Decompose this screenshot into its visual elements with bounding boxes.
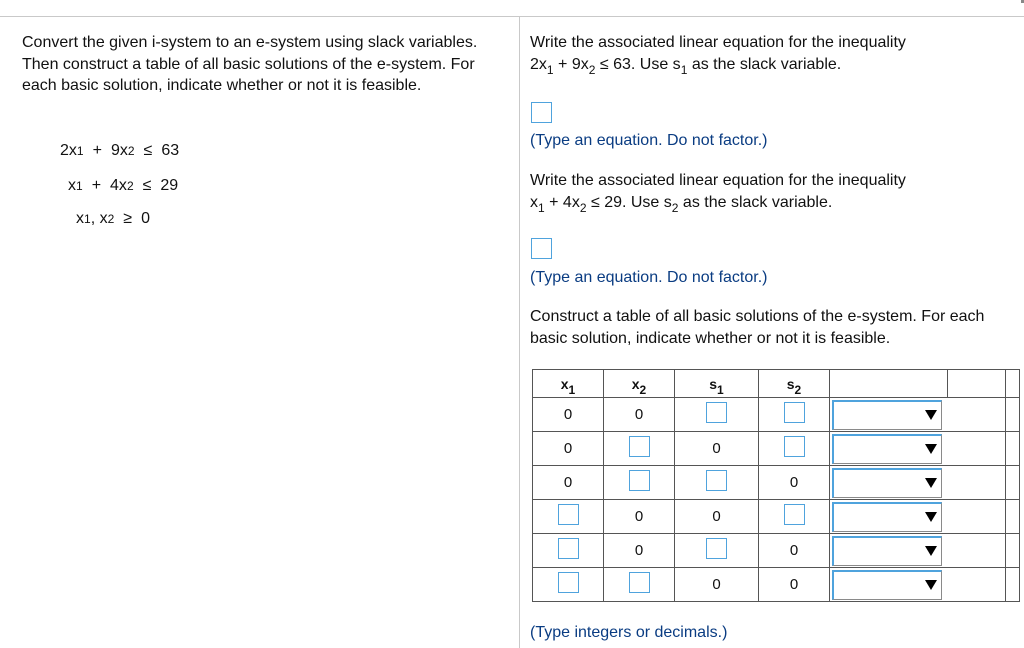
equation-2-input[interactable] (531, 238, 552, 264)
question-3: Construct a table of all basic solutions of the e-system. For each basic solution, indicate whether or not it is feasible. (530, 308, 985, 347)
table-row (533, 568, 1020, 602)
cell-s2: 0 (759, 466, 830, 500)
blank-cell (1006, 568, 1020, 602)
answer-input-x1[interactable] (558, 538, 579, 559)
nonnegativity-constraint: x 1 , x 2 ≥ 0 (76, 210, 150, 227)
table-row (533, 432, 1020, 466)
blank-cell (1006, 432, 1020, 466)
answer-input-x2[interactable] (629, 470, 650, 491)
answer-input-s1[interactable] (706, 538, 727, 559)
question-2: Write the associated linear equation for the inequality $x_1 + 4x_2 \le 29$. Use $s_2$ as the slack variable. (530, 172, 906, 215)
table-row (533, 500, 1020, 534)
answer-input-s2[interactable] (784, 436, 805, 457)
dropdown-arrow-icon[interactable] (925, 546, 937, 556)
cell-s2: 0 (759, 534, 830, 568)
hint-3: (Type integers or decimals.) (530, 624, 728, 641)
question-instructions: Convert the given i-system to an e-system using slack variables. Then construct a table of all basic solutions of the e-system. For each basic solution, indicate whether or not it is feasible. (22, 34, 478, 94)
feasibility-cell (830, 534, 1006, 568)
cell-x1: 0 (533, 398, 604, 432)
cell-s2-input-cell (759, 432, 830, 466)
table-header-row (533, 370, 1020, 398)
cell-x1: 0 (533, 432, 604, 466)
header-blank-2 (1006, 370, 1020, 398)
table-row (533, 398, 1020, 432)
dropdown-arrow-icon[interactable] (925, 478, 937, 488)
dropdown-arrow-icon[interactable] (925, 410, 937, 420)
cell-x2-input-cell (604, 568, 675, 602)
header-s2: $s_2$ (759, 370, 830, 398)
header-x1: $x_1$ (533, 370, 604, 398)
hint-1: (Type an equation. Do not factor.) (530, 132, 768, 149)
blank-cell (1006, 466, 1020, 500)
cell-x1-input-cell (533, 568, 604, 602)
cell-x2: 0 (604, 398, 675, 432)
cell-s2: 0 (759, 568, 830, 602)
table-row (533, 466, 1020, 500)
cell-s1-input-cell (675, 534, 759, 568)
cell-x2-input-cell (604, 466, 675, 500)
pane-divider (519, 17, 520, 648)
feasibility-dropdown[interactable] (832, 536, 942, 566)
feasibility-cell (830, 398, 1006, 432)
feasibility-dropdown[interactable] (832, 434, 942, 464)
answer-input-x2[interactable] (629, 436, 650, 457)
cell-x1-input-cell (533, 534, 604, 568)
answer-input-x1[interactable] (558, 504, 579, 525)
feasibility-dropdown[interactable] (832, 570, 942, 600)
basic-solutions-table (532, 369, 1020, 602)
question-1: Write the associated linear equation for the inequality $2x_1 + 9x_2 \le 63$. Use $s_1$ as the slack variable. (530, 34, 906, 77)
blank-cell (1006, 500, 1020, 534)
dropdown-arrow-icon[interactable] (925, 444, 937, 454)
blank-cell (1006, 398, 1020, 432)
cell-s1: 0 (675, 432, 759, 466)
feasibility-dropdown[interactable] (832, 400, 942, 430)
cell-s1: 0 (675, 500, 759, 534)
cell-s1: 0 (675, 568, 759, 602)
cell-s1-input-cell (675, 466, 759, 500)
answer-input-x2[interactable] (629, 572, 650, 593)
top-border (0, 16, 1024, 17)
equation-1-input[interactable] (531, 102, 552, 128)
answer-input-s2[interactable] (784, 402, 805, 423)
cell-x1: 0 (533, 466, 604, 500)
cell-s2-input-cell (759, 398, 830, 432)
feasibility-cell (830, 568, 1006, 602)
cell-s2-input-cell (759, 500, 830, 534)
inequality-1: 2x 1 + 9x 2 ≤ 63 (60, 142, 180, 159)
dropdown-arrow-icon[interactable] (925, 580, 937, 590)
feasibility-cell (830, 432, 1006, 466)
cell-x2: 0 (604, 500, 675, 534)
cell-x1-input-cell (533, 500, 604, 534)
header-x2: $x_2$ (604, 370, 675, 398)
blank-cell (1006, 534, 1020, 568)
cell-x2-input-cell (604, 432, 675, 466)
cell-s1-input-cell (675, 398, 759, 432)
feasibility-cell (830, 500, 1006, 534)
inequality-2: x 1 + 4x 2 ≤ 29 (68, 177, 179, 194)
feasibility-cell (830, 466, 1006, 500)
hint-2: (Type an equation. Do not factor.) (530, 269, 768, 286)
answer-input-s1[interactable] (706, 402, 727, 423)
answer-input-s2[interactable] (784, 504, 805, 525)
header-feasibility (830, 370, 948, 398)
cell-x2: 0 (604, 534, 675, 568)
header-s1: $s_1$ (675, 370, 759, 398)
answer-input-x1[interactable] (558, 572, 579, 593)
header-blank (948, 370, 1006, 398)
dropdown-arrow-icon[interactable] (925, 512, 937, 522)
answer-input-s1[interactable] (706, 470, 727, 491)
table-row (533, 534, 1020, 568)
feasibility-dropdown[interactable] (832, 468, 942, 498)
feasibility-dropdown[interactable] (832, 502, 942, 532)
